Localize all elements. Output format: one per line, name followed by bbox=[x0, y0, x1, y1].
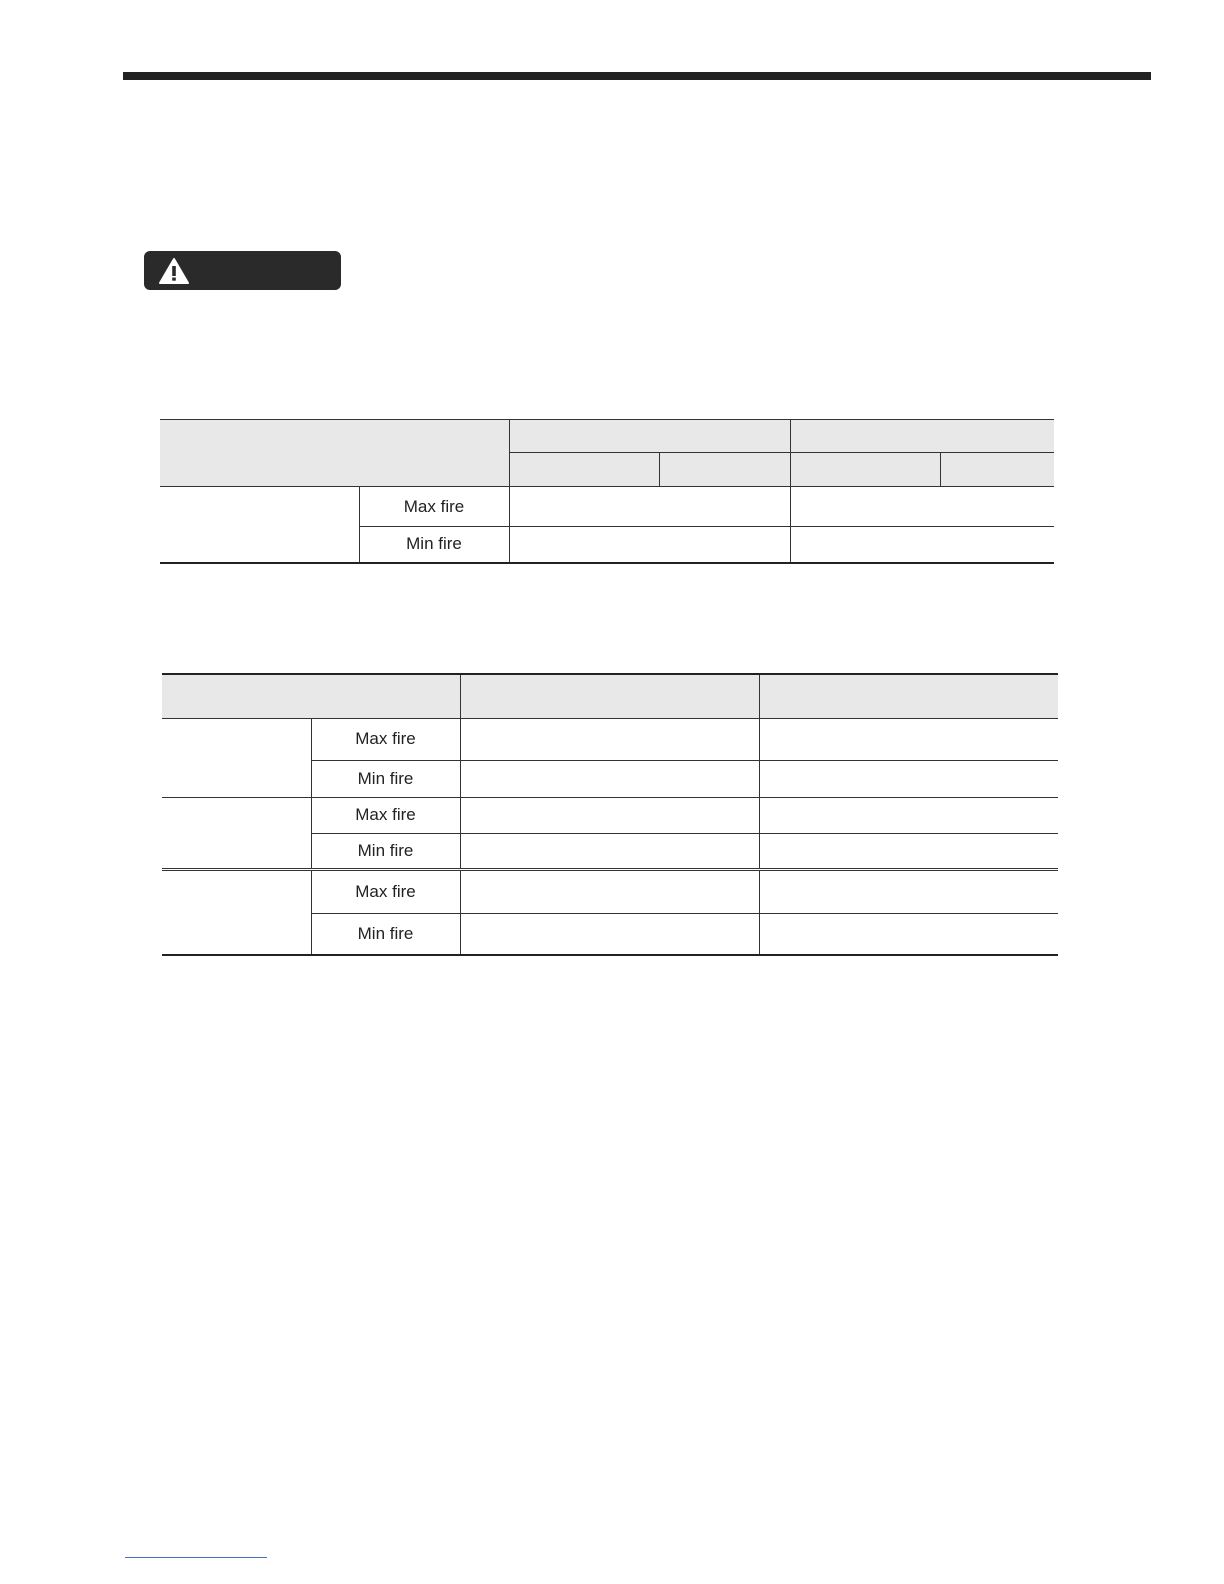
table-row bbox=[162, 869, 1058, 913]
value-cell bbox=[460, 797, 759, 833]
group-cell bbox=[162, 797, 311, 869]
subheader-cell bbox=[940, 453, 1054, 487]
value-cell bbox=[460, 913, 759, 955]
value-cell bbox=[460, 760, 759, 797]
value-cell bbox=[460, 718, 759, 760]
table-header-row bbox=[160, 420, 1054, 453]
row-label: Max fire bbox=[359, 487, 509, 527]
group-cell bbox=[162, 718, 311, 797]
row-label: Max fire bbox=[311, 797, 460, 833]
value-cell bbox=[759, 718, 1058, 760]
header-cell bbox=[509, 420, 790, 453]
header-cell bbox=[460, 674, 759, 718]
row-label: Max fire bbox=[311, 718, 460, 760]
warning-badge bbox=[144, 251, 341, 290]
row-label: Min fire bbox=[311, 760, 460, 797]
value-cell bbox=[759, 833, 1058, 869]
warning-icon bbox=[158, 257, 190, 285]
group-cell bbox=[160, 487, 359, 563]
subheader-cell bbox=[659, 453, 790, 487]
table-row bbox=[162, 797, 1058, 833]
row-label: Min fire bbox=[311, 913, 460, 955]
value-cell bbox=[460, 833, 759, 869]
table-header-row bbox=[162, 674, 1058, 718]
table-row bbox=[162, 718, 1058, 760]
value-cell bbox=[790, 487, 1054, 527]
subheader-cell bbox=[509, 453, 659, 487]
value-cell bbox=[509, 527, 790, 563]
value-cell bbox=[759, 797, 1058, 833]
row-label: Min fire bbox=[359, 527, 509, 563]
table-2 bbox=[162, 673, 1058, 956]
footer-line bbox=[125, 1557, 267, 1558]
value-cell bbox=[460, 869, 759, 913]
value-cell bbox=[759, 913, 1058, 955]
header-cell bbox=[160, 420, 509, 487]
header-cell bbox=[162, 674, 460, 718]
value-cell bbox=[759, 869, 1058, 913]
row-label: Max fire bbox=[311, 869, 460, 913]
header-cell bbox=[759, 674, 1058, 718]
table-1 bbox=[160, 419, 1054, 564]
group-cell bbox=[162, 869, 311, 955]
value-cell bbox=[759, 760, 1058, 797]
subheader-cell bbox=[790, 453, 940, 487]
value-cell bbox=[790, 527, 1054, 563]
table-row bbox=[160, 487, 1054, 527]
value-cell bbox=[509, 487, 790, 527]
header-cell bbox=[790, 420, 1054, 453]
row-label: Min fire bbox=[311, 833, 460, 869]
top-rule bbox=[123, 72, 1151, 80]
